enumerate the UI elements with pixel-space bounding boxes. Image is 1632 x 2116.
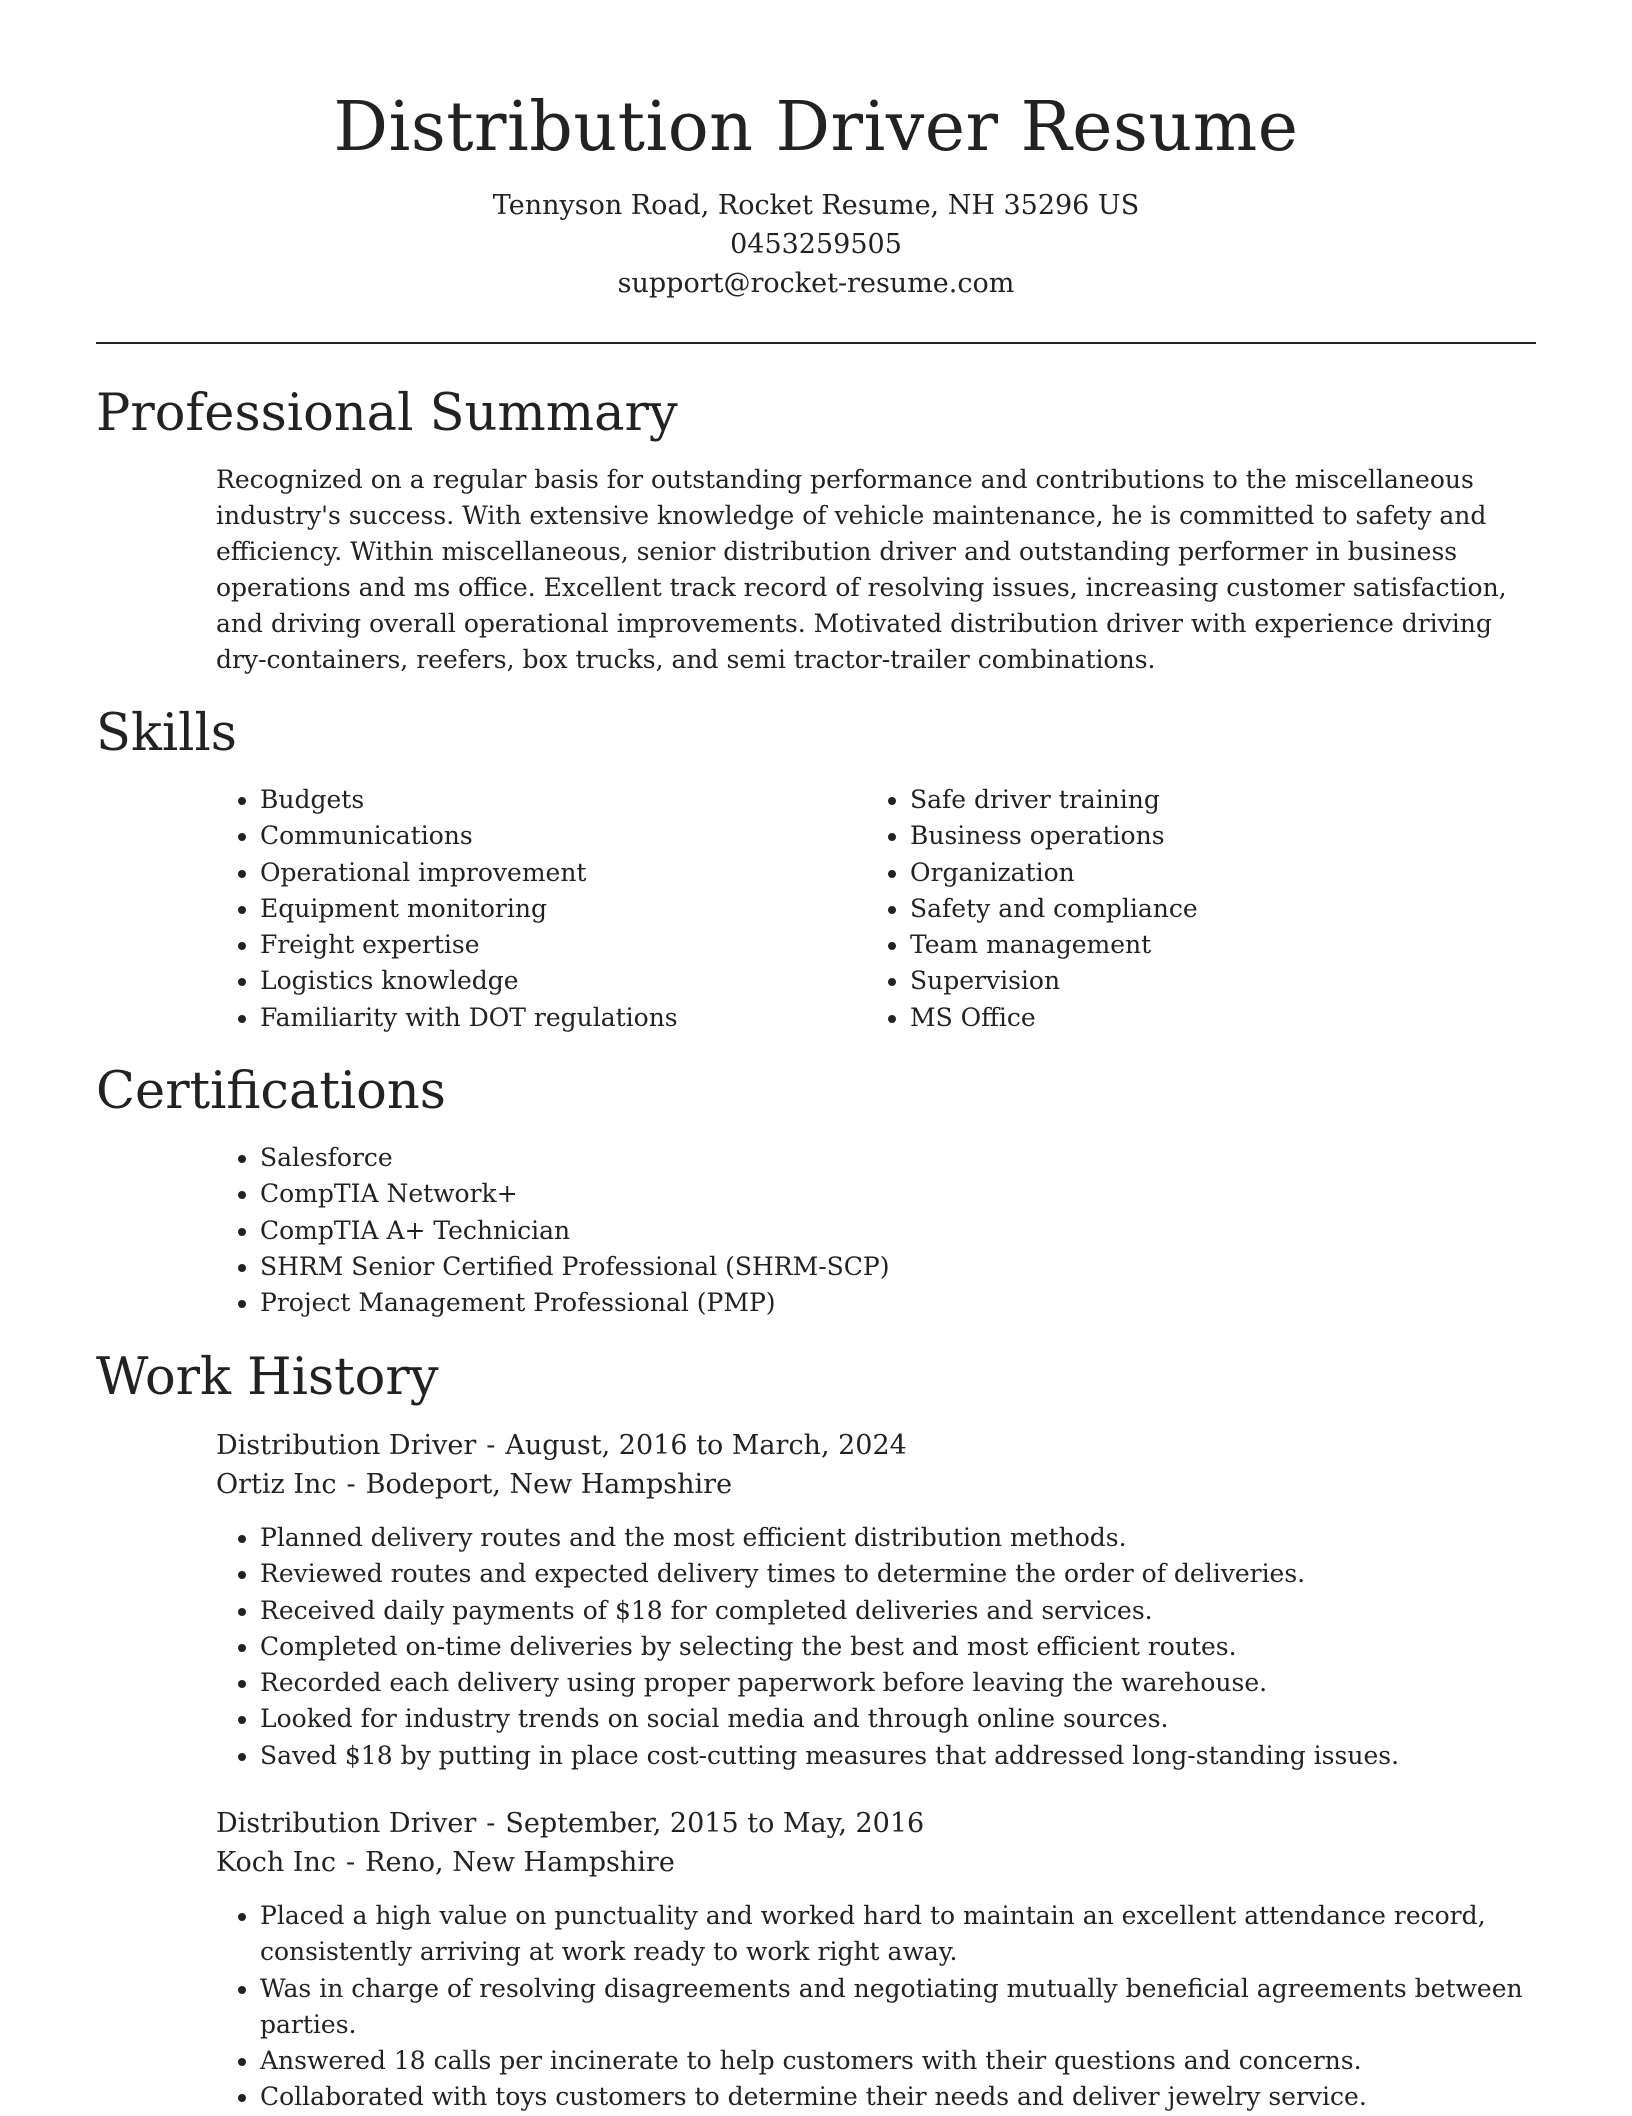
separator: - <box>486 1808 496 1839</box>
skill-item: • Freight expertise <box>260 927 860 963</box>
summary-heading: Professional Summary <box>96 384 678 443</box>
work-history-heading: Work History <box>96 1348 439 1407</box>
skill-item: • MS Office <box>910 1000 1510 1036</box>
job-bullet: • Collaborated with toys customers to determine their needs and deliver jewelry service. <box>260 2079 1530 2115</box>
skill-item: • Equipment monitoring <box>260 891 860 927</box>
job-bullet: • Completed on-time deliveries by selecting the best and most efficient routes. <box>260 1629 1560 1665</box>
job-company-line <box>216 1843 675 1883</box>
job-dates: August, 2016 to March, 2024 <box>505 1430 907 1461</box>
skill-item: • Team management <box>910 927 1510 963</box>
skill-item: • Business operations <box>910 818 1510 854</box>
separator: - <box>345 1847 356 1878</box>
job-bullet: • Recorded each delivery using proper paperwork before leaving the warehouse. <box>260 1665 1560 1701</box>
resume-header <box>96 84 1536 303</box>
job-bullets <box>216 1520 1560 1774</box>
job-bullet: • Looked for industry trends on social media and through online sources. <box>260 1701 1560 1737</box>
job-company-line <box>216 1465 732 1505</box>
skill-item: • Safe driver training <box>910 782 1510 818</box>
skill-item: • Safety and compliance <box>910 891 1510 927</box>
job-title: Distribution Driver <box>216 1430 477 1461</box>
certification-item: • CompTIA A+ Technician <box>260 1213 1560 1249</box>
contact-address: Tennyson Road, Rocket Resume, NH 35296 US <box>492 190 1140 221</box>
header-divider <box>96 342 1536 344</box>
skill-item: • Operational improvement <box>260 855 860 891</box>
job-bullet: • Saved $18 by putting in place cost-cutting measures that addressed long-standing issues. <box>260 1738 1560 1774</box>
certification-item: • CompTIA Network+ <box>260 1176 1560 1212</box>
certification-item: • Project Management Professional (PMP) <box>260 1285 1560 1321</box>
contact-email: support@rocket-resume.com <box>617 268 1015 299</box>
certification-item: • Salesforce <box>260 1140 1560 1176</box>
job-title: Distribution Driver <box>216 1808 477 1839</box>
job-bullet: • Reviewed routes and expected delivery times to determine the order of deliveries. <box>260 1556 1560 1592</box>
contact-info <box>96 186 1536 303</box>
skill-item: • Familiarity with DOT regulations <box>260 1000 860 1036</box>
job-bullet: • Answered 18 calls per incinerate to help customers with their questions and concerns. <box>260 2043 1530 2079</box>
certifications-list <box>216 1140 1560 1321</box>
skills-list-left <box>216 782 860 1036</box>
job-title-line <box>216 1804 924 1844</box>
summary-text: Recognized on a regular basis for outstanding performance and contributions to the miscellaneous industry's success. With extensive knowledge of vehicle maintenance, he is committed to safety and efficiency. Within miscellaneous, senior distribution driver and outstanding performer in business operations and ms office. Excellent track record of resolving issues, increasing customer satisfaction, and driving overall operational improvements. Motivated distribution driver with experience driving dry-containers, reefers, box trucks, and semi tractor-trailer combinations. <box>216 465 1507 674</box>
skills-heading: Skills <box>96 704 237 763</box>
certifications-heading: Certifications <box>96 1062 446 1121</box>
job-bullet: • Planned delivery routes and the most efficient distribution methods. <box>260 1520 1560 1556</box>
skill-item: • Organization <box>910 855 1510 891</box>
skills-list-right <box>866 782 1510 1036</box>
job-bullet: • Was in charge of resolving disagreements and negotiating mutually beneficial agreements between parties. <box>260 1971 1530 2044</box>
job-title-line <box>216 1426 907 1466</box>
job-bullets <box>216 1898 1530 2116</box>
skill-item: • Supervision <box>910 963 1510 999</box>
resume-title: Distribution Driver Resume <box>333 88 1299 167</box>
skill-item: • Logistics knowledge <box>260 963 860 999</box>
contact-phone: 0453259505 <box>730 229 902 260</box>
job-company: Koch Inc <box>216 1847 336 1878</box>
skill-item: • Budgets <box>260 782 860 818</box>
job-location: Bodeport, New Hampshire <box>365 1469 733 1500</box>
skill-item: • Communications <box>260 818 860 854</box>
separator: - <box>346 1469 356 1500</box>
job-bullet: • Received daily payments of $18 for completed deliveries and services. <box>260 1593 1560 1629</box>
separator: - <box>486 1430 496 1461</box>
job-bullet: • Placed a high value on punctuality and worked hard to maintain an excellent attendance record, consistently arriving at work ready to work right away. <box>260 1898 1530 1971</box>
job-company: Ortiz Inc <box>216 1469 337 1500</box>
job-dates: September, 2015 to May, 2016 <box>505 1808 925 1839</box>
job-location: Reno, New Hampshire <box>365 1847 675 1878</box>
certification-item: • SHRM Senior Certified Professional (SHRM-SCP) <box>260 1249 1560 1285</box>
